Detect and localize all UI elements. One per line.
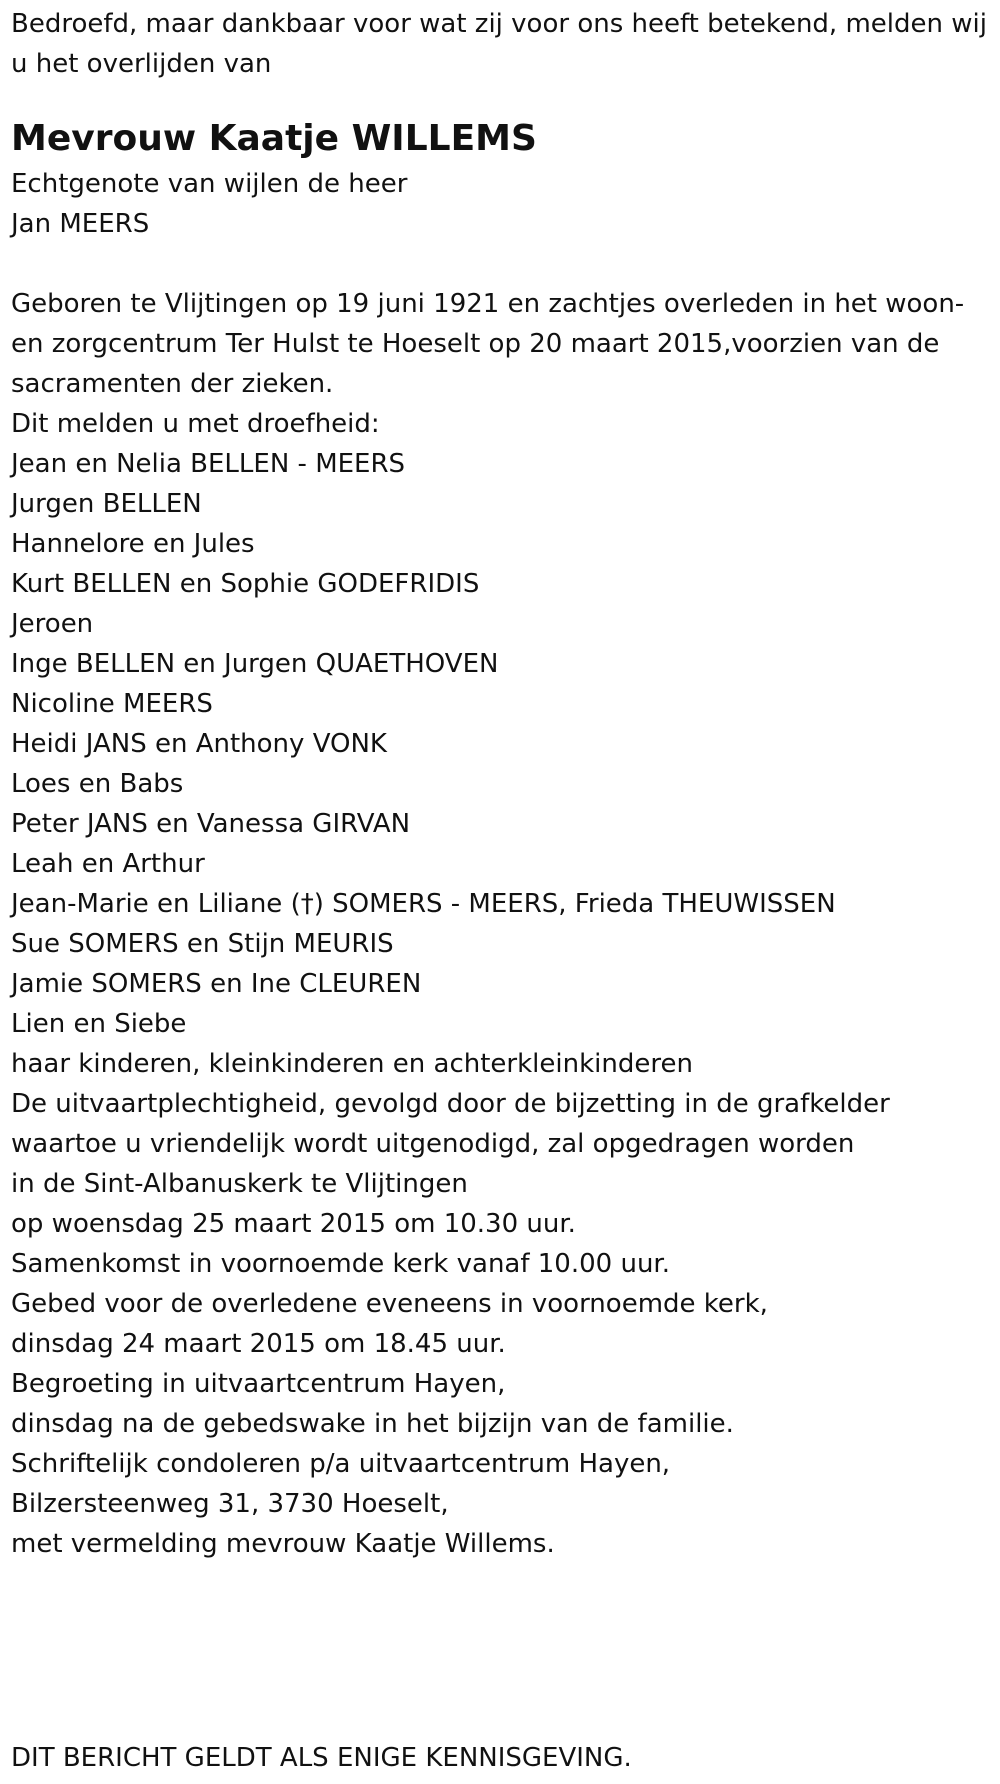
condolence-line: Schriftelijk condoleren p/a uitvaartcentrum Hayen, (11, 1449, 671, 1479)
family-line: Lien en Siebe (11, 1009, 187, 1039)
birth-death-line: Geboren te Vlijtingen op 19 juni 1921 en zachtjes overleden in het woon- (11, 289, 965, 319)
family-summary-line: haar kinderen, kleinkinderen en achterkleinkinderen (11, 1049, 693, 1079)
spouse-info (11, 164, 991, 244)
family-line: Jean-Marie en Liliane (†) SOMERS - MEERS, Frieda THEUWISSEN (11, 889, 836, 919)
ceremony-line: Samenkomst in voornoemde kerk vanaf 10.00 uur. (11, 1249, 670, 1279)
spouse-name: Jan MEERS (11, 209, 150, 239)
footer-notice: DIT BERICHT GELDT ALS ENIGE KENNISGEVING. (11, 1743, 632, 1773)
visitation-line: Begroeting in uitvaartcentrum Hayen, (11, 1369, 506, 1399)
family-line: Jurgen BELLEN (11, 489, 202, 519)
birth-death-line: sacramenten der zieken. (11, 369, 334, 399)
prayer-line: Gebed voor de overledene eveneens in voornoemde kerk, (11, 1289, 768, 1319)
family-line: Jean en Nelia BELLEN - MEERS (11, 449, 406, 479)
ceremony-line: in de Sint-Albanuskerk te Vlijtingen (11, 1169, 468, 1199)
visitation-line: dinsdag na de gebedswake in het bijzijn van de familie. (11, 1409, 734, 1439)
ceremony-line: De uitvaartplechtigheid, gevolgd door de bijzetting in de grafkelder (11, 1089, 890, 1119)
intro-text: Bedroefd, maar dankbaar voor wat zij voor ons heeft betekend, melden wij u het overlijden van (11, 9, 987, 79)
family-line: Leah en Arthur (11, 849, 205, 879)
family-line: Inge BELLEN en Jurgen QUAETHOVEN (11, 649, 499, 679)
condolence-line: met vermelding mevrouw Kaatje Willems. (11, 1529, 555, 1559)
family-line: Heidi JANS en Anthony VONK (11, 729, 387, 759)
family-line: Kurt BELLEN en Sophie GODEFRIDIS (11, 569, 480, 599)
ceremony-line: waartoe u vriendelijk wordt uitgenodigd, zal opgedragen worden (11, 1129, 855, 1159)
death-notice (11, 4, 991, 1564)
family-line: Peter JANS en Vanessa GIRVAN (11, 809, 411, 839)
birth-death-info (11, 284, 991, 404)
birth-death-line: en zorgcentrum Ter Hulst te Hoeselt op 20 maart 2015,voorzien van de (11, 329, 940, 359)
family-line: Hannelore en Jules (11, 529, 255, 559)
announcement (11, 404, 991, 1564)
family-line: Loes en Babs (11, 769, 184, 799)
prayer-line: dinsdag 24 maart 2015 om 18.45 uur. (11, 1329, 506, 1359)
spacer (11, 244, 991, 284)
ceremony-line: op woensdag 25 maart 2015 om 10.30 uur. (11, 1209, 576, 1239)
family-line: Nicoline MEERS (11, 689, 213, 719)
family-line: Jamie SOMERS en Ine CLEUREN (11, 969, 422, 999)
family-line: Jeroen (11, 609, 94, 639)
family-line: Sue SOMERS en Stijn MEURIS (11, 929, 394, 959)
condolence-line: Bilzersteenweg 31, 3730 Hoeselt, (11, 1489, 449, 1519)
announcement-line: Dit melden u met droefheid: (11, 409, 380, 439)
spouse-line: Echtgenote van wijlen de heer (11, 169, 408, 199)
deceased-name: Mevrouw Kaatje WILLEMS (11, 118, 537, 159)
